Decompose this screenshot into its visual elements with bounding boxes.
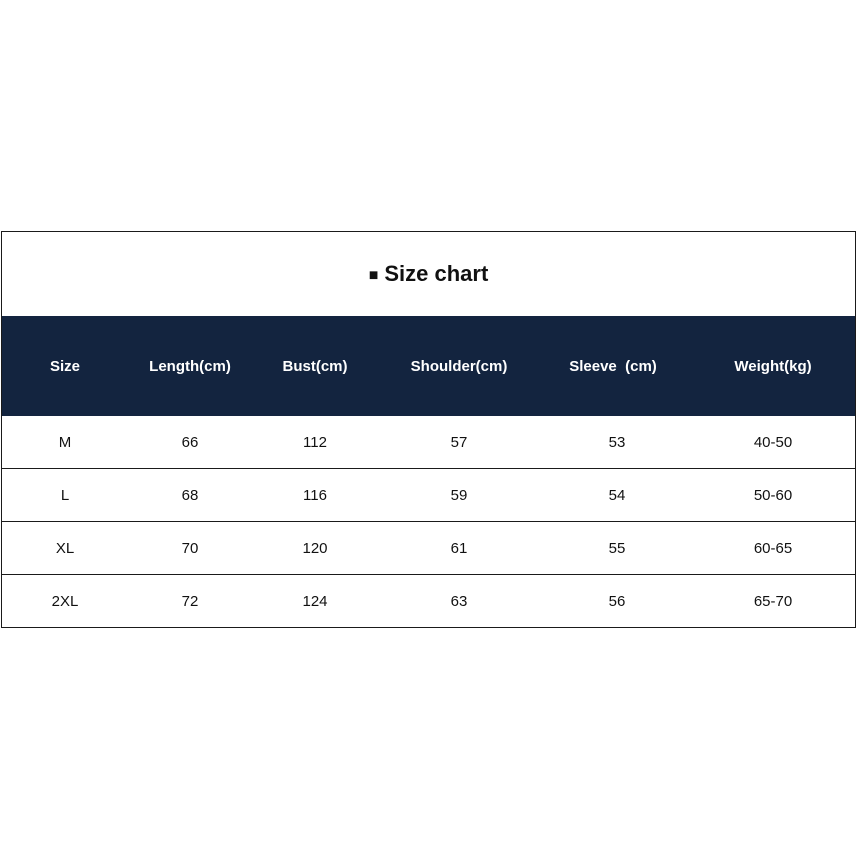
header-row <box>2 316 855 416</box>
cell-shoulder: 59 <box>450 486 468 504</box>
table-row <box>2 469 855 522</box>
header-size: Size <box>49 357 81 375</box>
cell-length: 70 <box>181 539 199 557</box>
table-row <box>2 522 855 575</box>
header-length: Length(cm) <box>149 357 231 375</box>
size-chart <box>1 231 856 628</box>
cell-bust: 116 <box>303 486 327 504</box>
cell-shoulder: 63 <box>450 593 468 610</box>
table-header <box>2 316 855 416</box>
square-bullet-icon: ■ <box>368 267 379 284</box>
cell-length: 72 <box>181 593 199 610</box>
cell-sleeve: 55 <box>608 539 626 557</box>
cell-weight: 65-70 <box>753 593 793 610</box>
size-chart-title <box>2 232 855 316</box>
cell-sleeve: 54 <box>608 486 626 504</box>
header-weight: Weight(kg) <box>734 357 812 375</box>
cell-weight: 40-50 <box>753 433 793 451</box>
cell-size: M <box>58 433 72 451</box>
cell-bust: 112 <box>303 433 327 451</box>
table-row <box>2 575 855 628</box>
cell-shoulder: 57 <box>450 433 468 451</box>
cell-size: XL <box>55 539 75 557</box>
cell-size: L <box>60 486 70 504</box>
cell-length: 68 <box>181 486 199 504</box>
header-shoulder: Shoulder(cm) <box>410 357 508 375</box>
cell-size: 2XL <box>51 593 79 610</box>
cell-sleeve: 56 <box>608 593 626 610</box>
title-text: Size chart <box>384 261 489 286</box>
cell-sleeve: 53 <box>608 433 626 451</box>
cell-weight: 60-65 <box>753 539 793 557</box>
table-row <box>2 416 855 469</box>
header-sleeve: Sleeve (cm) <box>569 357 657 375</box>
cell-bust: 124 <box>302 593 328 610</box>
cell-weight: 50-60 <box>753 486 793 504</box>
header-bust: Bust(cm) <box>282 357 348 375</box>
cell-shoulder: 61 <box>450 539 468 557</box>
cell-bust: 120 <box>302 539 328 557</box>
cell-length: 66 <box>181 433 199 451</box>
